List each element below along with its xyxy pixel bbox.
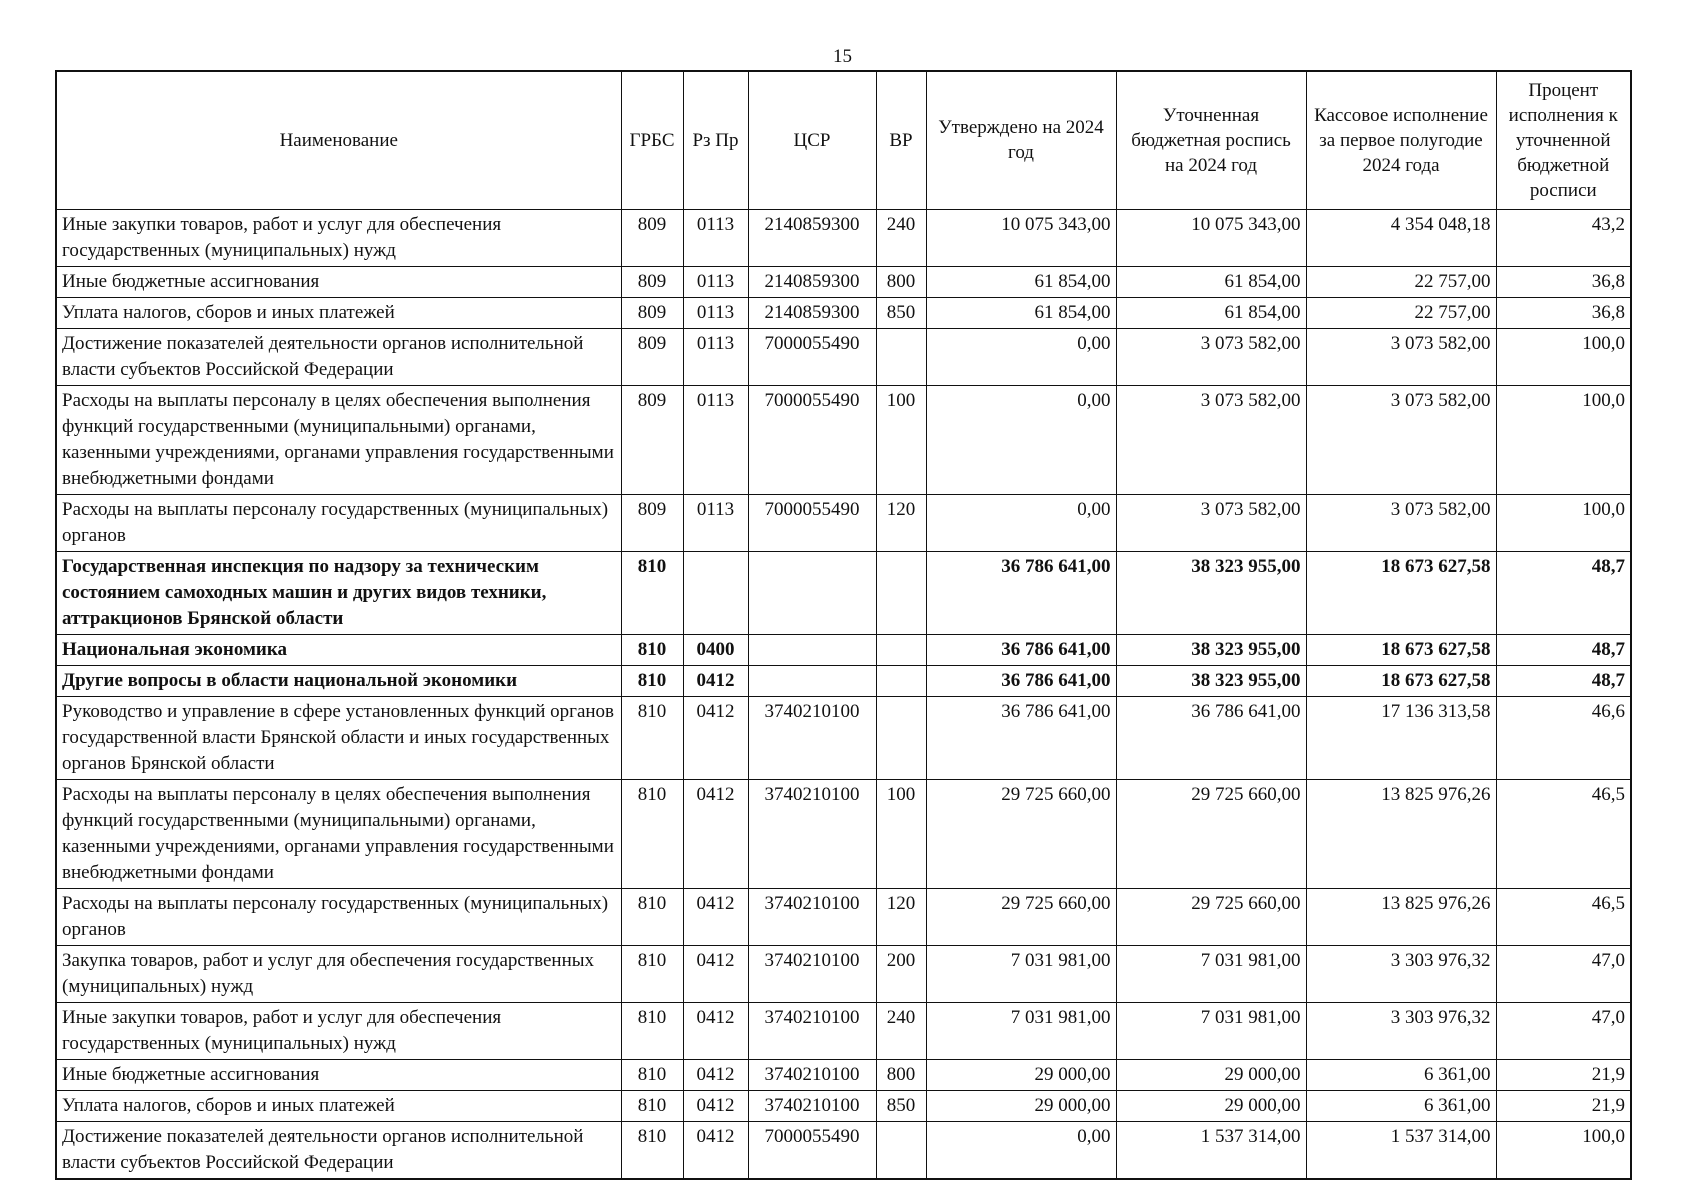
cell-approved: 0,00 — [926, 385, 1116, 494]
cell-cash: 17 136 313,58 — [1306, 696, 1496, 779]
cell-cash: 6 361,00 — [1306, 1090, 1496, 1121]
header-refined: Уточненная бюджетная роспись на 2024 год — [1116, 71, 1306, 209]
cell-cash: 22 757,00 — [1306, 297, 1496, 328]
cell-name: Иные бюджетные ассигнования — [56, 266, 621, 297]
header-cash: Кассовое исполнение за первое полугодие 2024 года — [1306, 71, 1496, 209]
cell-csr — [748, 665, 876, 696]
cell-csr: 3740210100 — [748, 696, 876, 779]
cell-refined: 7 031 981,00 — [1116, 1002, 1306, 1059]
cell-name: Закупка товаров, работ и услуг для обеспечения государственных (муниципальных) нужд — [56, 945, 621, 1002]
header-row — [56, 71, 1631, 209]
cell-grbs: 809 — [621, 209, 683, 266]
cell-name: Расходы на выплаты персоналу государственных (муниципальных) органов — [56, 494, 621, 551]
cell-vr — [876, 551, 926, 634]
cell-rzpr: 0412 — [683, 945, 748, 1002]
cell-percent: 47,0 — [1496, 1002, 1631, 1059]
cell-cash: 18 673 627,58 — [1306, 665, 1496, 696]
cell-refined: 38 323 955,00 — [1116, 665, 1306, 696]
cell-percent: 47,0 — [1496, 945, 1631, 1002]
cell-refined: 38 323 955,00 — [1116, 551, 1306, 634]
table-row — [56, 888, 1631, 945]
cell-rzpr: 0412 — [683, 1002, 748, 1059]
cell-rzpr: 0400 — [683, 634, 748, 665]
table-row — [56, 1059, 1631, 1090]
cell-vr: 100 — [876, 385, 926, 494]
cell-csr: 7000055490 — [748, 328, 876, 385]
header-vr: ВР — [876, 71, 926, 209]
cell-percent: 46,5 — [1496, 888, 1631, 945]
cell-grbs: 809 — [621, 385, 683, 494]
cell-grbs: 810 — [621, 551, 683, 634]
cell-name: Руководство и управление в сфере установленных функций органов государственной власти Брянской области и иных государственных органов Брянской области — [56, 696, 621, 779]
cell-vr — [876, 634, 926, 665]
cell-grbs: 810 — [621, 696, 683, 779]
cell-percent: 48,7 — [1496, 665, 1631, 696]
table-row — [56, 1121, 1631, 1179]
header-percent: Процент исполнения к уточненной бюджетной росписи — [1496, 71, 1631, 209]
cell-name: Национальная экономика — [56, 634, 621, 665]
table-row — [56, 945, 1631, 1002]
cell-cash: 3 073 582,00 — [1306, 494, 1496, 551]
cell-refined: 61 854,00 — [1116, 266, 1306, 297]
cell-rzpr: 0113 — [683, 266, 748, 297]
table-row — [56, 494, 1631, 551]
cell-percent: 100,0 — [1496, 328, 1631, 385]
cell-refined: 61 854,00 — [1116, 297, 1306, 328]
cell-cash: 3 303 976,32 — [1306, 1002, 1496, 1059]
header-rzpr: Рз Пр — [683, 71, 748, 209]
cell-refined: 3 073 582,00 — [1116, 494, 1306, 551]
cell-percent: 36,8 — [1496, 266, 1631, 297]
cell-vr: 850 — [876, 1090, 926, 1121]
header-name: Наименование — [56, 71, 621, 209]
cell-vr: 240 — [876, 209, 926, 266]
cell-approved: 7 031 981,00 — [926, 945, 1116, 1002]
cell-percent: 36,8 — [1496, 297, 1631, 328]
cell-vr — [876, 1121, 926, 1179]
cell-approved: 0,00 — [926, 494, 1116, 551]
cell-refined: 29 725 660,00 — [1116, 888, 1306, 945]
cell-rzpr: 0113 — [683, 297, 748, 328]
cell-refined: 3 073 582,00 — [1116, 385, 1306, 494]
cell-grbs: 810 — [621, 1121, 683, 1179]
cell-csr: 7000055490 — [748, 1121, 876, 1179]
cell-percent: 48,7 — [1496, 551, 1631, 634]
table-row — [56, 1002, 1631, 1059]
cell-grbs: 810 — [621, 888, 683, 945]
cell-rzpr — [683, 551, 748, 634]
cell-percent: 100,0 — [1496, 494, 1631, 551]
cell-cash: 3 303 976,32 — [1306, 945, 1496, 1002]
cell-name: Достижение показателей деятельности органов исполнительной власти субъектов Российской Федерации — [56, 328, 621, 385]
cell-cash: 3 073 582,00 — [1306, 328, 1496, 385]
cell-name: Иные бюджетные ассигнования — [56, 1059, 621, 1090]
cell-vr: 120 — [876, 888, 926, 945]
cell-cash: 1 537 314,00 — [1306, 1121, 1496, 1179]
cell-vr: 800 — [876, 1059, 926, 1090]
header-approved: Утверждено на 2024 год — [926, 71, 1116, 209]
cell-approved: 29 725 660,00 — [926, 888, 1116, 945]
cell-csr: 7000055490 — [748, 494, 876, 551]
cell-refined: 29 725 660,00 — [1116, 779, 1306, 888]
cell-percent: 21,9 — [1496, 1059, 1631, 1090]
cell-approved: 36 786 641,00 — [926, 551, 1116, 634]
cell-grbs: 809 — [621, 328, 683, 385]
cell-name: Уплата налогов, сборов и иных платежей — [56, 297, 621, 328]
cell-refined: 1 537 314,00 — [1116, 1121, 1306, 1179]
cell-csr: 3740210100 — [748, 779, 876, 888]
cell-grbs: 809 — [621, 297, 683, 328]
cell-percent: 21,9 — [1496, 1090, 1631, 1121]
cell-approved: 0,00 — [926, 1121, 1116, 1179]
cell-cash: 13 825 976,26 — [1306, 779, 1496, 888]
cell-csr: 2140859300 — [748, 297, 876, 328]
cell-cash: 3 073 582,00 — [1306, 385, 1496, 494]
cell-percent: 46,6 — [1496, 696, 1631, 779]
cell-csr: 3740210100 — [748, 888, 876, 945]
cell-vr: 240 — [876, 1002, 926, 1059]
cell-csr: 3740210100 — [748, 1002, 876, 1059]
table-row — [56, 551, 1631, 634]
cell-vr — [876, 696, 926, 779]
cell-name: Расходы на выплаты персоналу в целях обеспечения выполнения функций государственными (муниципальными) органами, казенными учреждениями, органами управления государственными внебюджетными фондами — [56, 779, 621, 888]
cell-name: Иные закупки товаров, работ и услуг для обеспечения государственных (муниципальных) нужд — [56, 209, 621, 266]
cell-rzpr: 0113 — [683, 209, 748, 266]
page-number: 15 — [833, 46, 852, 67]
cell-grbs: 810 — [621, 634, 683, 665]
cell-approved: 36 786 641,00 — [926, 634, 1116, 665]
table-row — [56, 209, 1631, 266]
cell-vr — [876, 328, 926, 385]
cell-approved: 29 000,00 — [926, 1090, 1116, 1121]
cell-grbs: 809 — [621, 266, 683, 297]
cell-vr: 800 — [876, 266, 926, 297]
table-row — [56, 328, 1631, 385]
cell-csr — [748, 634, 876, 665]
cell-cash: 13 825 976,26 — [1306, 888, 1496, 945]
cell-grbs: 810 — [621, 779, 683, 888]
table-row — [56, 1090, 1631, 1121]
cell-refined: 29 000,00 — [1116, 1090, 1306, 1121]
table-row — [56, 779, 1631, 888]
table-row — [56, 634, 1631, 665]
cell-approved: 7 031 981,00 — [926, 1002, 1116, 1059]
cell-refined: 38 323 955,00 — [1116, 634, 1306, 665]
cell-approved: 10 075 343,00 — [926, 209, 1116, 266]
cell-percent: 48,7 — [1496, 634, 1631, 665]
cell-refined: 29 000,00 — [1116, 1059, 1306, 1090]
cell-csr: 7000055490 — [748, 385, 876, 494]
cell-grbs: 810 — [621, 665, 683, 696]
cell-rzpr: 0412 — [683, 1090, 748, 1121]
cell-approved: 36 786 641,00 — [926, 665, 1116, 696]
cell-vr: 850 — [876, 297, 926, 328]
cell-name: Расходы на выплаты персоналу в целях обеспечения выполнения функций государственными (муниципальными) органами, казенными учреждениями, органами управления государственными внебюджетными фондами — [56, 385, 621, 494]
cell-refined: 7 031 981,00 — [1116, 945, 1306, 1002]
header-grbs: ГРБС — [621, 71, 683, 209]
cell-approved: 29 000,00 — [926, 1059, 1116, 1090]
cell-rzpr: 0412 — [683, 1121, 748, 1179]
cell-csr: 3740210100 — [748, 945, 876, 1002]
table-row — [56, 696, 1631, 779]
cell-cash: 18 673 627,58 — [1306, 551, 1496, 634]
cell-csr: 2140859300 — [748, 209, 876, 266]
cell-refined: 10 075 343,00 — [1116, 209, 1306, 266]
cell-csr — [748, 551, 876, 634]
cell-approved: 36 786 641,00 — [926, 696, 1116, 779]
cell-rzpr: 0113 — [683, 328, 748, 385]
cell-cash: 4 354 048,18 — [1306, 209, 1496, 266]
cell-rzpr: 0412 — [683, 888, 748, 945]
cell-refined: 36 786 641,00 — [1116, 696, 1306, 779]
cell-rzpr: 0113 — [683, 494, 748, 551]
cell-approved: 29 725 660,00 — [926, 779, 1116, 888]
cell-grbs: 810 — [621, 1002, 683, 1059]
cell-grbs: 809 — [621, 494, 683, 551]
cell-vr: 100 — [876, 779, 926, 888]
cell-approved: 0,00 — [926, 328, 1116, 385]
budget-table — [55, 70, 1632, 1180]
cell-name: Уплата налогов, сборов и иных платежей — [56, 1090, 621, 1121]
cell-name: Расходы на выплаты персоналу государственных (муниципальных) органов — [56, 888, 621, 945]
table-row — [56, 665, 1631, 696]
cell-grbs: 810 — [621, 945, 683, 1002]
cell-rzpr: 0412 — [683, 696, 748, 779]
cell-name: Государственная инспекция по надзору за техническим состоянием самоходных машин и других видов техники, аттракционов Брянской области — [56, 551, 621, 634]
cell-percent: 46,5 — [1496, 779, 1631, 888]
cell-rzpr: 0412 — [683, 779, 748, 888]
cell-rzpr: 0412 — [683, 1059, 748, 1090]
cell-name: Другие вопросы в области национальной экономики — [56, 665, 621, 696]
cell-name: Достижение показателей деятельности органов исполнительной власти субъектов Российской Федерации — [56, 1121, 621, 1179]
cell-cash: 18 673 627,58 — [1306, 634, 1496, 665]
cell-percent: 100,0 — [1496, 385, 1631, 494]
cell-vr: 120 — [876, 494, 926, 551]
cell-percent: 43,2 — [1496, 209, 1631, 266]
header-csr: ЦСР — [748, 71, 876, 209]
table-row — [56, 266, 1631, 297]
cell-percent: 100,0 — [1496, 1121, 1631, 1179]
cell-approved: 61 854,00 — [926, 266, 1116, 297]
cell-rzpr: 0412 — [683, 665, 748, 696]
cell-vr — [876, 665, 926, 696]
cell-grbs: 810 — [621, 1059, 683, 1090]
cell-grbs: 810 — [621, 1090, 683, 1121]
cell-csr: 3740210100 — [748, 1059, 876, 1090]
table-row — [56, 385, 1631, 494]
cell-csr: 3740210100 — [748, 1090, 876, 1121]
cell-refined: 3 073 582,00 — [1116, 328, 1306, 385]
cell-cash: 6 361,00 — [1306, 1059, 1496, 1090]
cell-approved: 61 854,00 — [926, 297, 1116, 328]
cell-cash: 22 757,00 — [1306, 266, 1496, 297]
cell-csr: 2140859300 — [748, 266, 876, 297]
cell-name: Иные закупки товаров, работ и услуг для обеспечения государственных (муниципальных) нужд — [56, 1002, 621, 1059]
cell-rzpr: 0113 — [683, 385, 748, 494]
table-row — [56, 297, 1631, 328]
cell-vr: 200 — [876, 945, 926, 1002]
